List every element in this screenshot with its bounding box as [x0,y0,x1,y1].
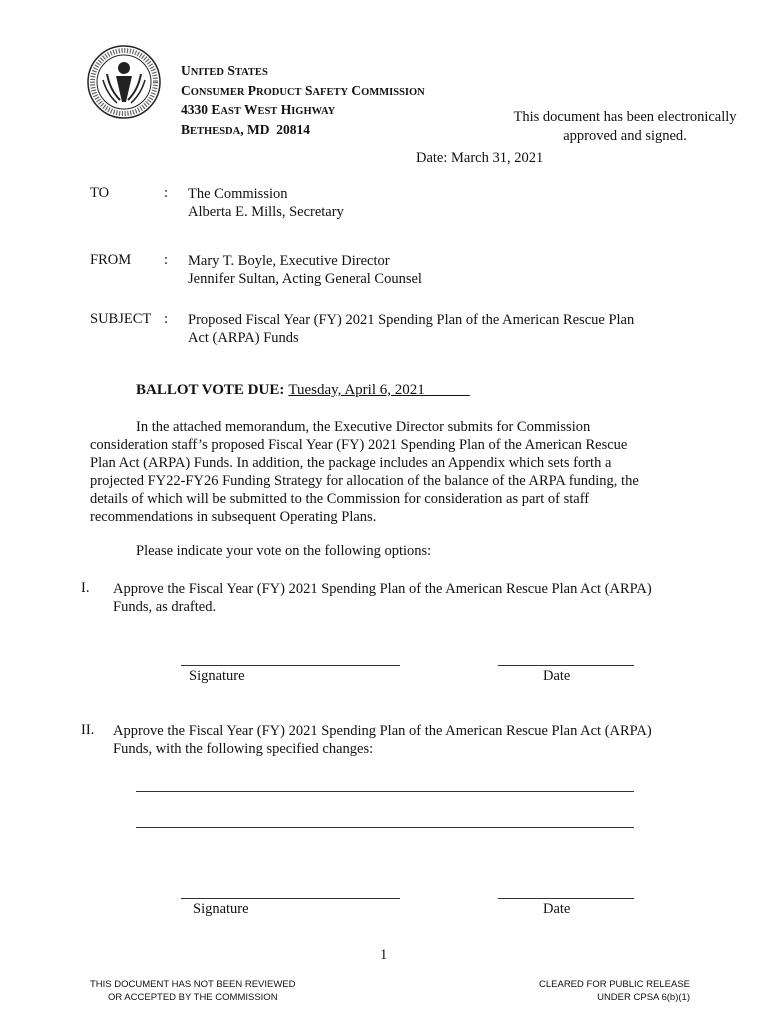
page-number: 1 [380,947,388,963]
subject-label: SUBJECT [90,311,152,327]
to-line1: The Commission [188,186,288,202]
option2-number: II. [81,722,95,738]
ballot-vote-due [136,382,470,399]
changes-line[interactable] [136,791,634,792]
footer-right-line2: UNDER CPSA 6(b)(1) [597,992,690,1003]
from-label: FROM [90,252,132,268]
esign-notice [500,108,750,146]
footer-left-line2: OR ACCEPTED BY THE COMMISSION [107,992,278,1003]
option2-signature-label: Signature [193,901,249,917]
vote-instruction: Please indicate your vote on the following options: [136,543,432,559]
cpsc-seal-logo [86,44,162,120]
option1-text [113,580,693,616]
option2-line1: Approve the Fiscal Year (FY) 2021 Spending Plan of the American Rescue Plan Act (ARPA) [113,723,652,739]
from-value [188,252,422,288]
option2-date-label: Date [543,901,571,917]
footer-right [510,978,690,1004]
esign-line2: approved and signed. [563,128,687,144]
option2-date-line[interactable] [498,898,634,899]
option2-line2: Funds, with the following specified changes: [113,741,374,757]
letterhead-line2: CONSUMER PRODUCT SAFETY COMMISSION [181,82,425,98]
changes-line[interactable] [136,827,634,828]
option1-date-line[interactable] [498,665,634,666]
option1-date-label: Date [543,668,571,684]
esign-line1: This document has been electronically [513,109,737,125]
option1-signature-label: Signature [189,668,245,684]
to-label: TO [90,185,110,201]
letterhead-line4: BETHESDA, MD 20814 [181,121,310,137]
paragraph-line: details of which will be submitted to the Commission for consideration as part of staff [90,491,590,507]
option2-text [113,722,693,758]
subject-line2: Act (ARPA) Funds [188,330,299,346]
paragraph-line: recommendations in subsequent Operating Plans. [90,509,377,525]
letterhead [181,62,425,140]
subject-line1: Proposed Fiscal Year (FY) 2021 Spending Plan of the American Rescue Plan [188,312,635,328]
memo-paragraph [90,418,680,526]
letterhead-line3: 4330 EAST WEST HIGHWAY [181,102,336,117]
from-colon: : [164,252,169,268]
memo-date: Date: March 31, 2021 [416,150,544,166]
to-colon: : [164,185,169,201]
letterhead-line1: UNITED STATES [181,63,268,78]
from-line1: Mary T. Boyle, Executive Director [188,253,390,269]
option2-signature-line[interactable] [181,898,400,899]
to-line2: Alberta E. Mills, Secretary [188,204,344,220]
paragraph-line: In the attached memorandum, the Executive Director submits for Commission [136,419,591,435]
option1-signature-line[interactable] [181,665,400,666]
paragraph-line: Plan Act (ARPA) Funds. In addition, the package includes an Appendix which sets forth a [90,455,612,471]
paragraph-line: projected FY22-FY26 Funding Strategy for allocation of the balance of the ARPA funding, the [90,473,639,489]
ballot-due-date: Tuesday, April 6, 2021 [288,382,425,398]
option1-number: I. [81,580,90,596]
footer-right-line1: CLEARED FOR PUBLIC RELEASE [539,979,690,990]
from-line2: Jennifer Sultan, Acting General Counsel [188,271,422,287]
to-value [188,185,344,221]
subject-value [188,311,634,347]
option1-line2: Funds, as drafted. [113,599,217,615]
footer-left [90,978,296,1004]
footer-left-line1: THIS DOCUMENT HAS NOT BEEN REVIEWED [90,979,296,990]
ballot-label: BALLOT VOTE DUE: [136,382,285,398]
option1-line1: Approve the Fiscal Year (FY) 2021 Spending Plan of the American Rescue Plan Act (ARPA) [113,581,652,597]
subject-colon: : [164,311,169,327]
paragraph-line: consideration staff’s proposed Fiscal Year (FY) 2021 Spending Plan of the American Rescue [90,437,628,453]
